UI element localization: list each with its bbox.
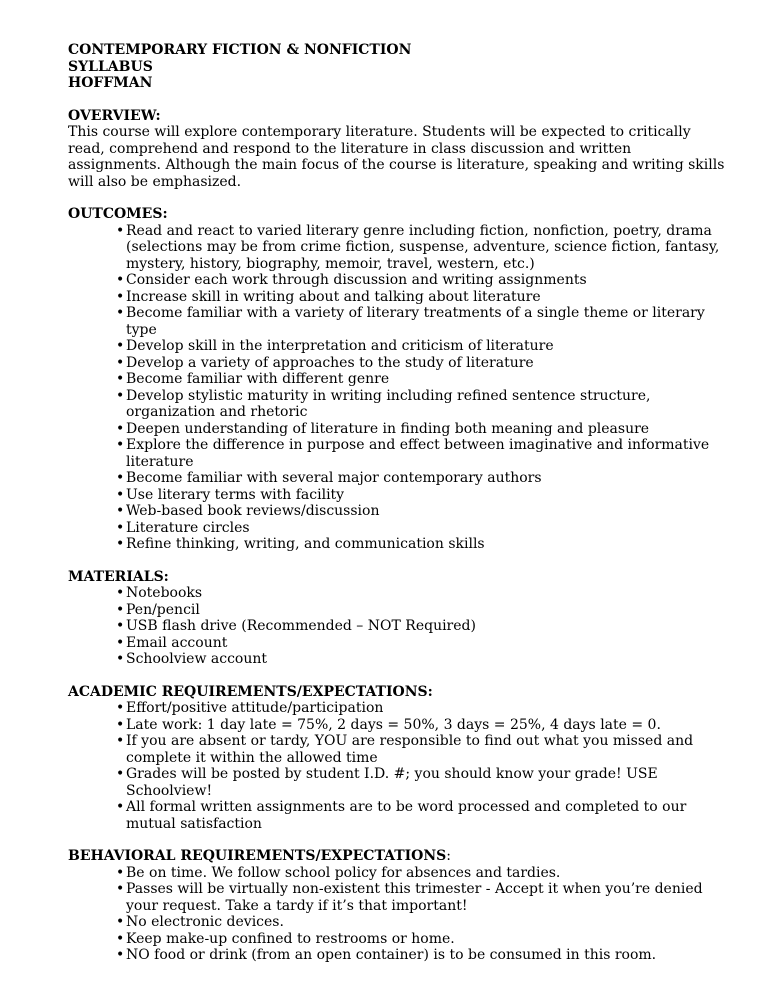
list-item-text: NO food or drink (from an open container) is to be consumed in this room. <box>126 947 657 963</box>
list-item-text: Passes will be virtually non-existent this trimester - Accept it when you’re denied your request. Take a tardy if it’s that important! <box>126 881 703 914</box>
list-item-text: Increase skill in writing about and talking about literature <box>126 288 541 305</box>
bullet-marker: • <box>116 864 125 881</box>
bullet-marker: • <box>116 288 125 305</box>
list-item-text: Explore the difference in purpose and effect between imaginative and informative literature <box>126 437 710 470</box>
list-item <box>116 388 728 421</box>
list-item <box>116 305 728 338</box>
list-item-text: USB flash drive (Recommended – NOT Required) <box>126 618 476 634</box>
list-item-text: Refine thinking, writing, and communication skills <box>126 536 485 552</box>
list-item <box>116 651 728 668</box>
bullet-marker: • <box>116 618 125 634</box>
list-item <box>116 914 728 931</box>
list-item-text: Notebooks <box>126 585 203 601</box>
bullet-marker: • <box>116 799 125 815</box>
bullet-marker: • <box>116 585 125 601</box>
list-item <box>116 947 728 964</box>
bullet-marker: • <box>116 272 125 288</box>
bullet-marker: • <box>116 503 125 519</box>
overview-heading: OVERVIEW: <box>68 107 161 124</box>
list-item-text: No electronic devices. <box>126 914 284 930</box>
academic-section <box>68 684 728 833</box>
academic-list <box>68 700 728 832</box>
bullet-marker: • <box>116 354 125 371</box>
list-item <box>116 635 728 652</box>
bullet-marker: • <box>116 519 125 536</box>
list-item-text: Be on time. We follow school policy for absences and tardies. <box>126 864 561 881</box>
list-item-text: Become familiar with a variety of literary treatments of a single theme or literary type <box>126 305 705 338</box>
list-item-text: Schoolview account <box>126 651 268 667</box>
list-item-text: Develop a variety of approaches to the study of literature <box>126 354 534 371</box>
bullet-marker: • <box>116 881 125 897</box>
materials-section <box>68 569 728 668</box>
list-item <box>116 338 728 355</box>
list-item-text: Pen/pencil <box>126 601 200 618</box>
bullet-marker: • <box>116 947 125 963</box>
list-item-text: Develop skill in the interpretation and criticism of literature <box>126 338 554 354</box>
bullet-marker: • <box>116 914 125 930</box>
bullet-marker: • <box>116 766 125 782</box>
list-item <box>116 223 728 273</box>
list-item <box>116 865 728 882</box>
outcomes-section <box>68 206 728 553</box>
list-item-text: Grades will be posted by student I.D. #; you should know your grade! USE Schoolview! <box>126 766 658 799</box>
bullet-marker: • <box>116 371 125 387</box>
list-item <box>116 520 728 537</box>
list-item-text: All formal written assignments are to be word processed and completed to our mutual satisfaction <box>126 799 687 832</box>
list-item <box>116 733 728 766</box>
bullet-marker: • <box>116 601 125 618</box>
instructor-name: HOFFMAN <box>68 75 153 91</box>
list-item <box>116 272 728 289</box>
bullet-marker: • <box>116 700 125 716</box>
list-item-text: Become familiar with several major contemporary authors <box>126 470 542 486</box>
course-title: CONTEMPORARY FICTION & NONFICTION <box>68 42 412 58</box>
bullet-marker: • <box>116 470 125 486</box>
list-item <box>116 470 728 487</box>
document-type: SYLLABUS <box>68 58 153 75</box>
list-item <box>116 487 728 504</box>
overview-section <box>68 108 728 191</box>
list-item <box>116 717 728 734</box>
bullet-marker: • <box>116 387 125 404</box>
list-item <box>116 799 728 832</box>
bullet-marker: • <box>116 222 125 239</box>
list-item <box>116 881 728 914</box>
bullet-marker: • <box>116 486 125 503</box>
list-item-text: Email account <box>126 634 228 651</box>
list-item <box>116 618 728 635</box>
bullet-marker: • <box>116 634 125 651</box>
list-item-text: Develop stylistic maturity in writing including refined sentence structure, organization and rhetoric <box>126 387 651 420</box>
bullet-marker: • <box>116 651 125 667</box>
list-item-text: Keep make-up confined to restrooms or home. <box>126 930 455 947</box>
list-item-text: Web-based book reviews/discussion <box>126 503 380 519</box>
bullet-marker: • <box>116 305 125 321</box>
behavioral-list <box>68 865 728 964</box>
bullet-marker: • <box>116 716 125 733</box>
overview-text: This course will explore contemporary literature. Students will be expected to critically read, comprehend and respond to the literature in class discussion and written assignments. Although the main focus of the course is literature, speaking and writing skills will also be emphasized. <box>68 124 725 190</box>
list-item <box>116 931 728 948</box>
document-header <box>68 42 728 92</box>
list-item <box>116 371 728 388</box>
list-item-text: Consider each work through discussion and writing assignments <box>126 272 587 288</box>
materials-list <box>68 585 728 668</box>
list-item <box>116 700 728 717</box>
academic-heading: ACADEMIC REQUIREMENTS/EXPECTATIONS: <box>68 683 433 700</box>
list-item <box>116 536 728 553</box>
list-item-text: Become familiar with different genre <box>126 371 390 387</box>
materials-heading: MATERIALS: <box>68 568 169 585</box>
bullet-marker: • <box>116 420 125 437</box>
list-item <box>116 766 728 799</box>
bullet-marker: • <box>116 930 125 947</box>
list-item <box>116 503 728 520</box>
behavioral-heading <box>68 848 728 865</box>
bullet-marker: • <box>116 733 125 749</box>
behavioral-section <box>68 848 728 964</box>
list-item <box>116 289 728 306</box>
bullet-marker: • <box>116 437 125 453</box>
list-item <box>116 437 728 470</box>
bullet-marker: • <box>116 338 125 354</box>
list-item-text: Literature circles <box>126 519 250 536</box>
list-item-text: Effort/positive attitude/participation <box>126 700 384 716</box>
list-item <box>116 585 728 602</box>
outcomes-list <box>68 223 728 553</box>
behavioral-heading-colon: : <box>446 848 451 864</box>
list-item <box>116 421 728 438</box>
list-item-text: Use literary terms with facility <box>126 486 345 503</box>
list-item <box>116 355 728 372</box>
list-item <box>116 602 728 619</box>
list-item-text: Late work: 1 day late = 75%, 2 days = 50%, 3 days = 25%, 4 days late = 0. <box>126 716 661 733</box>
behavioral-heading-text: BEHAVIORAL REQUIREMENTS/EXPECTATIONS <box>68 848 447 864</box>
list-item-text: Read and react to varied literary genre including fiction, nonfiction, poetry, drama (selections may be from crime fiction, suspense, adventure, science fiction, fantasy, mystery, history, biography, memoir, travel, western, etc.) <box>126 222 720 272</box>
bullet-marker: • <box>116 536 125 552</box>
list-item-text: Deepen understanding of literature in finding both meaning and pleasure <box>126 420 650 437</box>
syllabus-document <box>68 42 728 964</box>
list-item-text: If you are absent or tardy, YOU are responsible to find out what you missed and complete it within the allowed time <box>126 733 694 766</box>
outcomes-heading: OUTCOMES: <box>68 206 168 222</box>
